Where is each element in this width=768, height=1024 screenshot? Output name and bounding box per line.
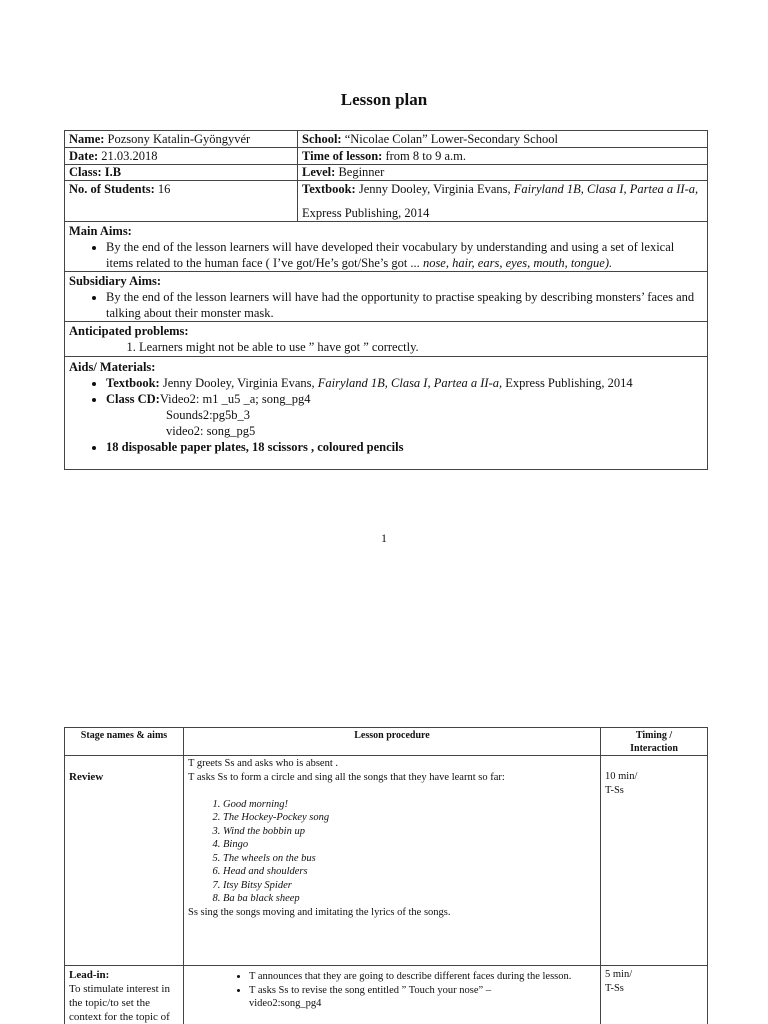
main-aims-cell bbox=[65, 222, 708, 272]
name-label: Name: bbox=[69, 132, 105, 146]
lead-in-step-resource: video2:song_pg4 bbox=[249, 998, 322, 1009]
anticipated-problems-row bbox=[65, 322, 708, 357]
class-cd-label: Class CD: bbox=[106, 392, 160, 406]
aids-textbook-label: Textbook: bbox=[106, 376, 160, 390]
subsidiary-aims-row bbox=[65, 272, 708, 322]
aids-textbook-authors: Jenny Dooley, Virginia Evans, bbox=[162, 376, 315, 390]
class-value: I.B bbox=[104, 165, 122, 179]
main-aim-text: By the end of the lesson learners will have developed their vocabulary by understanding and using a set of lexical items related to the human face ( I’ve got/He’s got/She’s got ... bbox=[106, 240, 675, 270]
review-timing-cell bbox=[601, 756, 708, 966]
subsidiary-aims-list bbox=[69, 289, 703, 321]
lead-in-duration: 5 min/ bbox=[605, 969, 633, 980]
aids-class-cd-item bbox=[106, 391, 703, 439]
lead-in-step-text: T asks Ss to revise the song entitled ” Touch your nose” – bbox=[249, 984, 492, 996]
review-step: T asks Ss to form a circle and sing all the songs that they have learnt so far: bbox=[188, 771, 505, 783]
textbook-cell bbox=[298, 181, 708, 222]
anticipated-problems-cell bbox=[65, 322, 708, 357]
time-value: from 8 to 9 a.m. bbox=[385, 149, 466, 163]
review-step: T greets Ss and asks who is absent . bbox=[188, 758, 338, 769]
lead-in-step: • T announces that they are going to describe different faces during the lesson. bbox=[249, 970, 596, 984]
date-cell bbox=[65, 148, 298, 165]
song-item: 5. The wheels on the bus bbox=[223, 852, 596, 866]
textbook-publisher: Express Publishing, 2014 bbox=[302, 206, 430, 220]
main-aim-italic-text: nose, hair, ears, eyes, mouth, tongue). bbox=[422, 256, 613, 270]
subsidiary-aims-cell bbox=[65, 272, 708, 322]
time-label: Time of lesson: bbox=[302, 149, 383, 163]
class-label: Class: bbox=[69, 165, 102, 179]
school-cell bbox=[298, 131, 708, 148]
main-aims-list bbox=[69, 239, 703, 271]
name-value: Pozsony Katalin-Gyöngyvér bbox=[107, 132, 251, 146]
header-procedure: Lesson procedure bbox=[184, 728, 601, 756]
lead-in-stage-cell bbox=[65, 966, 184, 1024]
aids-materials-list bbox=[69, 375, 703, 455]
lead-in-steps-list bbox=[188, 970, 596, 1011]
procedure-header-row bbox=[65, 728, 708, 756]
lead-in-procedure-cell bbox=[184, 966, 601, 1024]
song-list bbox=[188, 798, 596, 906]
song-item: 6. Head and shoulders bbox=[223, 865, 596, 879]
textbook-text bbox=[302, 177, 703, 225]
main-aims-heading: Main Aims: bbox=[69, 224, 132, 238]
main-aims-row bbox=[65, 222, 708, 272]
level-value: Beginner bbox=[338, 165, 385, 179]
anticipated-problem-item: 1. Learners might not be able to use ” have got ” correctly. bbox=[139, 339, 703, 355]
lead-in-stage-name: Lead-in: bbox=[69, 969, 110, 981]
aids-textbook-title: Fairyland 1B, Clasa I, Partea a II-a, bbox=[317, 376, 503, 390]
review-interaction: T-Ss bbox=[605, 784, 624, 796]
textbook-title: Fairyland 1B, Clasa I, Partea a II-a, bbox=[513, 182, 699, 196]
class-cell bbox=[65, 165, 298, 181]
song-item: 4. Bingo bbox=[223, 838, 596, 852]
date-value: 21.03.2018 bbox=[101, 149, 158, 163]
school-value: “Nicolae Colan” Lower-Secondary School bbox=[344, 132, 558, 146]
aids-materials-cell bbox=[65, 357, 708, 470]
aids-supplies-item: • 18 disposable paper plates, 18 scissors , coloured pencils bbox=[106, 439, 703, 455]
song-item: 2. The Hockey-Pockey song bbox=[223, 811, 596, 825]
lead-in-timing-cell bbox=[601, 966, 708, 1024]
anticipated-problems-heading: Anticipated problems: bbox=[69, 324, 189, 338]
review-procedure-cell bbox=[184, 756, 601, 966]
class-cd-line: video2: song_pg5 bbox=[166, 424, 256, 438]
aids-textbook-item bbox=[106, 375, 703, 391]
header-timing bbox=[601, 728, 708, 756]
header-timing-line: Timing / bbox=[635, 730, 673, 741]
lesson-info-table bbox=[64, 130, 708, 470]
lead-in-stage-row bbox=[65, 966, 708, 1024]
aids-textbook-publisher: Express Publishing, 2014 bbox=[505, 376, 633, 390]
header-timing-line: Interaction bbox=[630, 743, 678, 754]
name-cell bbox=[65, 131, 298, 148]
school-label: School: bbox=[302, 132, 342, 146]
song-item: 3. Wind the bobbin up bbox=[223, 825, 596, 839]
students-cell bbox=[65, 181, 298, 222]
review-stage-row bbox=[65, 756, 708, 966]
lead-in-interaction: T-Ss bbox=[605, 983, 624, 994]
subsidiary-aim-item: • By the end of the lesson learners will have had the opportunity to practise speaking by describing monsters’ faces and talking about their monster mask. bbox=[106, 289, 703, 321]
lesson-procedure-table bbox=[64, 727, 708, 1024]
level-label: Level: bbox=[302, 165, 336, 179]
info-row-date-time bbox=[65, 148, 708, 165]
anticipated-problems-list bbox=[69, 339, 703, 355]
main-aim-item bbox=[106, 239, 703, 271]
textbook-label: Textbook: bbox=[302, 182, 356, 196]
lead-in-aim: To stimulate interest in the topic/to set the context for the topic of bbox=[69, 983, 170, 1023]
students-value: 16 bbox=[157, 182, 171, 196]
review-closing: Ss sing the songs moving and imitating the lyrics of the songs. bbox=[188, 906, 451, 918]
header-stage: Stage names & aims bbox=[65, 728, 184, 756]
class-cd-line: Video2: m1 _u5 _a; song_pg4 bbox=[159, 392, 311, 406]
time-cell bbox=[298, 148, 708, 165]
aids-materials-heading: Aids/ Materials: bbox=[69, 360, 156, 374]
song-item: 1. Good morning! bbox=[223, 798, 596, 812]
textbook-authors: Jenny Dooley, Virginia Evans, bbox=[358, 182, 511, 196]
info-row-name-school bbox=[65, 131, 708, 148]
page-number: 1 bbox=[381, 531, 387, 545]
class-cd-line: Sounds2:pg5b_3 bbox=[166, 408, 251, 422]
aids-materials-row bbox=[65, 357, 708, 470]
song-item: 7. Itsy Bitsy Spider bbox=[223, 879, 596, 893]
review-duration: 10 min/ bbox=[605, 771, 638, 782]
date-label: Date: bbox=[69, 149, 99, 163]
document-title: Lesson plan bbox=[340, 90, 428, 109]
review-stage-name: Review bbox=[65, 756, 184, 966]
song-item: 8. Ba ba black sheep bbox=[223, 892, 596, 906]
info-row-students-textbook bbox=[65, 181, 708, 222]
students-label: No. of Students: bbox=[69, 182, 155, 196]
subsidiary-aims-heading: Subsidiary Aims: bbox=[69, 274, 162, 288]
lead-in-step bbox=[249, 984, 596, 1011]
